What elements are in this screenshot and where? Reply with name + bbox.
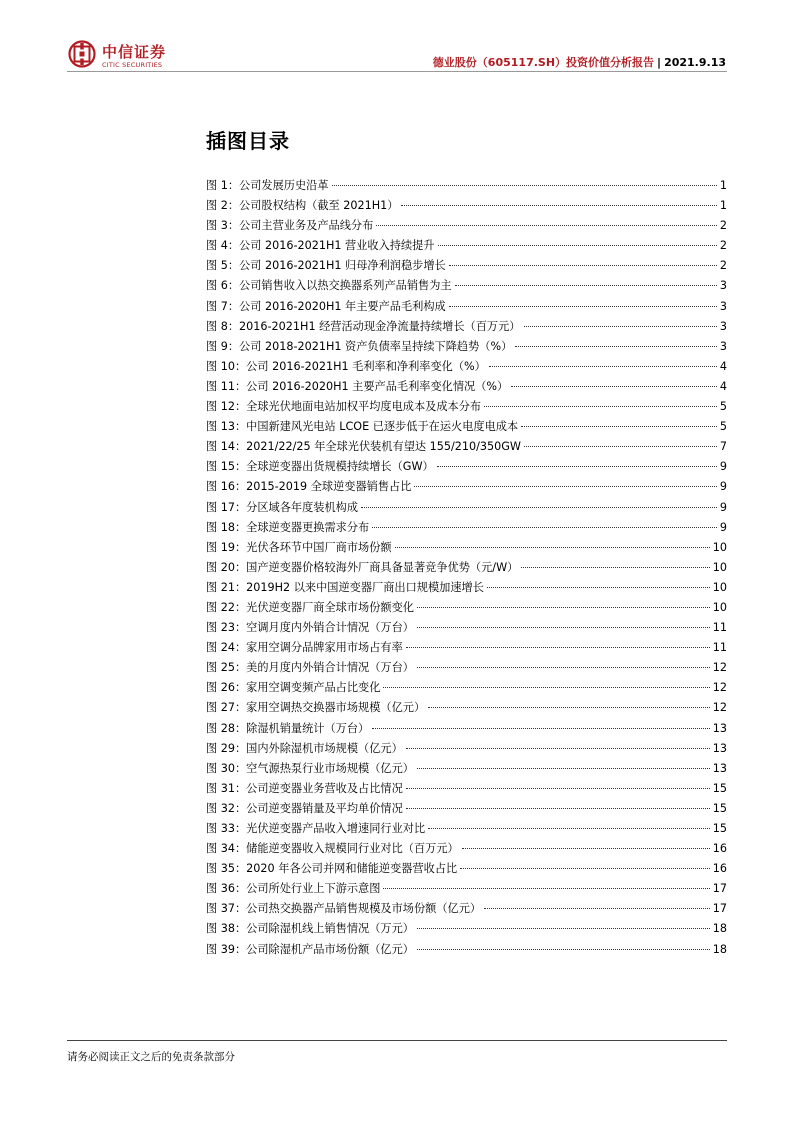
toc-entry-page-number[interactable]: 5 [719, 400, 727, 414]
toc-entry-page-number[interactable]: 18 [712, 922, 727, 936]
footer-divider [67, 1040, 727, 1041]
toc-entry-page-number[interactable]: 17 [712, 882, 727, 896]
toc-entry-label[interactable]: 图 12：全球光伏地面电站加权平均度电成本及成本分布 [206, 400, 482, 414]
toc-entry-page-number[interactable]: 9 [719, 480, 727, 494]
toc-entry-label[interactable]: 图 17：分区域各年度装机构成 [206, 500, 359, 514]
toc-dot-leader [428, 707, 710, 708]
toc-entry[interactable] [206, 759, 727, 779]
citic-securities-logo [68, 40, 178, 74]
toc-entry[interactable] [206, 377, 727, 397]
toc-entry[interactable] [206, 678, 727, 698]
toc-entry-page-number[interactable]: 3 [719, 339, 727, 353]
toc-dot-leader [524, 326, 717, 327]
toc-entry-page-number[interactable]: 12 [712, 701, 727, 715]
toc-dot-leader [332, 185, 717, 186]
toc-entry-label[interactable]: 图 32：公司逆变器销量及平均单价情况 [206, 801, 403, 815]
toc-entry-label[interactable]: 图 26：家用空调变频产品占比变化 [206, 681, 381, 695]
toc-dot-leader [406, 808, 710, 809]
toc-entry-page-number[interactable]: 10 [712, 580, 727, 594]
toc-entry[interactable] [206, 879, 727, 899]
toc-dot-leader [521, 426, 717, 427]
toc-entry[interactable] [206, 397, 727, 417]
brand-name-en: CITIC SECURITIES [102, 61, 163, 69]
toc-entry-page-number[interactable]: 15 [712, 781, 727, 795]
toc-entry[interactable] [206, 317, 727, 337]
toc-entry-page-number[interactable]: 11 [712, 641, 727, 655]
toc-entry-label[interactable]: 图 20：国产逆变器价格较海外厂商具备显著竞争优势（元/W） [206, 560, 519, 574]
toc-entry-label[interactable]: 图 31：公司逆变器业务营收及占比情况 [206, 781, 403, 795]
toc-entry-label[interactable]: 图 24：家用空调分品牌家用市场占有率 [206, 641, 403, 655]
toc-dot-leader [383, 687, 709, 688]
toc-entry-page-number[interactable]: 13 [712, 741, 727, 755]
toc-entry[interactable] [206, 538, 727, 558]
toc-entry-page-number[interactable]: 10 [712, 600, 727, 614]
toc-entry[interactable] [206, 839, 727, 859]
toc-entry-label[interactable]: 图 35：2020 年各公司并网和储能逆变器营收占比 [206, 862, 458, 876]
toc-dot-leader [515, 346, 717, 347]
toc-dot-leader [484, 908, 710, 909]
toc-dot-leader [460, 868, 710, 869]
toc-entry[interactable] [206, 940, 727, 960]
header-divider [67, 71, 727, 72]
toc-entry-page-number[interactable]: 9 [719, 460, 727, 474]
toc-entry-page-number[interactable]: 3 [719, 299, 727, 313]
toc-dot-leader [376, 225, 717, 226]
toc-dot-leader [462, 848, 710, 849]
toc-entry[interactable] [206, 658, 727, 678]
toc-entry-label[interactable]: 图 22：光伏逆变器厂商全球市场份额变化 [206, 600, 414, 614]
toc-entry-label[interactable]: 图 36：公司所处行业上下游示意图 [206, 882, 381, 896]
toc-dot-leader [489, 366, 717, 367]
toc-dot-leader [417, 949, 710, 950]
toc-entry-label[interactable]: 图 27：家用空调热交换器市场规模（亿元） [206, 701, 426, 715]
toc-dot-leader [428, 828, 710, 829]
toc-entry-label[interactable]: 图 9：公司 2018-2021H1 资产负债率呈持续下降趋势（%） [206, 339, 513, 353]
toc-entry-page-number[interactable]: 12 [712, 681, 727, 695]
toc-entry-label[interactable]: 图 11：公司 2016-2020H1 主要产品毛利率变化情况（%） [206, 379, 509, 393]
toc-entry-label[interactable]: 图 5：公司 2016-2021H1 归母净利润稳步增长 [206, 259, 446, 273]
toc-entry-label[interactable]: 图 21：2019H2 以来中国逆变器厂商出口规模加速增长 [206, 580, 484, 594]
toc-dot-leader [449, 306, 717, 307]
toc-entry-page-number[interactable]: 12 [712, 661, 727, 675]
toc-entry-label[interactable]: 图 7：公司 2016-2020H1 年主要产品毛利构成 [206, 299, 446, 313]
toc-dot-leader [383, 888, 709, 889]
report-date: 2021.9.13 [664, 56, 726, 69]
toc-entry[interactable] [206, 739, 727, 759]
toc-dot-leader [417, 667, 710, 668]
toc-entry[interactable] [206, 457, 727, 477]
toc-entry[interactable] [206, 236, 727, 256]
toc-entry-page-number[interactable]: 4 [719, 379, 727, 393]
toc-entry-label[interactable]: 图 30：空气源热泵行业市场规模（亿元） [206, 761, 414, 775]
toc-entry-label[interactable]: 图 14：2021/22/25 年全球光伏装机有望达 155/210/350GW [206, 440, 521, 454]
toc-entry-label[interactable]: 图 16：2015-2019 全球逆变器销售占比 [206, 480, 412, 494]
toc-entry[interactable] [206, 357, 727, 377]
toc-dot-leader [417, 627, 710, 628]
toc-dot-leader [455, 285, 717, 286]
toc-entry-page-number[interactable]: 1 [719, 199, 727, 213]
toc-dot-leader [372, 527, 717, 528]
toc-dot-leader [521, 567, 709, 568]
toc-entry[interactable] [206, 337, 727, 357]
toc-entry[interactable] [206, 719, 727, 739]
toc-entry-label[interactable]: 图 38：公司除湿机线上销售情况（万元） [206, 922, 414, 936]
toc-dot-leader [511, 386, 717, 387]
toc-dot-leader [524, 446, 717, 447]
toc-entry-page-number[interactable]: 15 [712, 801, 727, 815]
toc-entry[interactable] [206, 598, 727, 618]
toc-entry-page-number[interactable]: 10 [712, 540, 727, 554]
toc-entry-label[interactable]: 图 37：公司热交换器产品销售规模及市场份额（亿元） [206, 902, 482, 916]
toc-entry[interactable] [206, 638, 727, 658]
toc-entry[interactable] [206, 819, 727, 839]
toc-dot-leader [417, 768, 710, 769]
toc-entry[interactable] [206, 256, 727, 276]
figure-table-of-contents [206, 176, 727, 960]
toc-entry-label[interactable]: 图 15：全球逆变器出货规模持续增长（GW） [206, 460, 434, 474]
toc-entry[interactable] [206, 437, 727, 457]
toc-dot-leader [406, 788, 710, 789]
toc-entry-page-number[interactable]: 2 [719, 239, 727, 253]
toc-entry-page-number[interactable]: 2 [719, 259, 727, 273]
citic-logo-icon [68, 40, 96, 68]
toc-entry[interactable] [206, 578, 727, 598]
toc-entry[interactable] [206, 859, 727, 879]
toc-entry-label[interactable]: 图 28：除湿机销量统计（万台） [206, 721, 370, 735]
toc-entry[interactable] [206, 698, 727, 718]
toc-entry-label[interactable]: 图 8：2016-2021H1 经营活动现金净流量持续增长（百万元） [206, 319, 521, 333]
toc-entry-page-number[interactable]: 13 [712, 761, 727, 775]
toc-dot-leader [484, 406, 717, 407]
toc-entry-label[interactable]: 图 18：全球逆变器更换需求分布 [206, 520, 370, 534]
toc-entry[interactable] [206, 899, 727, 919]
toc-entry[interactable] [206, 176, 727, 196]
toc-dot-leader [449, 265, 717, 266]
toc-entry[interactable] [206, 558, 727, 578]
toc-entry[interactable] [206, 276, 727, 296]
toc-entry[interactable] [206, 919, 727, 939]
toc-dot-leader [372, 728, 710, 729]
toc-entry[interactable] [206, 417, 727, 437]
toc-entry-page-number[interactable]: 7 [719, 440, 727, 454]
page-header [0, 0, 793, 80]
toc-entry-label[interactable]: 图 6：公司销售收入以热交换器系列产品销售为主 [206, 279, 452, 293]
toc-entry-page-number[interactable]: 3 [719, 279, 727, 293]
toc-entry-label[interactable]: 图 1：公司发展历史沿革 [206, 179, 329, 192]
toc-entry-page-number[interactable]: 18 [712, 942, 727, 956]
toc-entry-label[interactable]: 图 23：空调月度内外销合计情况（万台） [206, 621, 414, 635]
toc-entry-label[interactable]: 图 10：公司 2016-2021H1 毛利率和净利率变化（%） [206, 359, 486, 373]
toc-entry-label[interactable]: 图 34：储能逆变器收入规模同行业对比（百万元） [206, 842, 459, 856]
toc-entry-page-number[interactable]: 13 [712, 721, 727, 735]
toc-entry-label[interactable]: 图 39：公司除湿机产品市场份额（亿元） [206, 942, 414, 956]
toc-entry[interactable] [206, 297, 727, 317]
disclaimer-note: 请务必阅读正文之后的免责条款部分 [67, 1051, 235, 1063]
toc-entry-label[interactable]: 图 25：美的月度内外销合计情况（万台） [206, 661, 414, 675]
toc-entry-page-number[interactable]: 16 [712, 842, 727, 856]
toc-entry-page-number[interactable]: 4 [719, 359, 727, 373]
toc-entry[interactable] [206, 498, 727, 518]
toc-dot-leader [414, 486, 716, 487]
header-report-info [433, 54, 726, 70]
toc-dot-leader [437, 466, 717, 467]
toc-entry-page-number[interactable]: 15 [712, 822, 727, 835]
toc-entry-label[interactable]: 图 33：光伏逆变器产品收入增速同行业对比 [206, 822, 426, 835]
toc-entry-page-number[interactable]: 9 [719, 500, 727, 514]
toc-dot-leader [438, 245, 717, 246]
toc-dot-leader [395, 547, 710, 548]
toc-entry-label[interactable]: 图 3：公司主营业务及产品线分布 [206, 219, 374, 233]
toc-entry[interactable] [206, 518, 727, 538]
toc-entry-label[interactable]: 图 4：公司 2016-2021H1 营业收入持续提升 [206, 239, 435, 253]
toc-entry-page-number[interactable]: 16 [712, 862, 727, 876]
toc-entry-page-number[interactable]: 10 [712, 560, 727, 574]
toc-entry-page-number[interactable]: 5 [719, 420, 727, 434]
toc-dot-leader [361, 507, 717, 508]
page-title: 插图目录 [206, 129, 290, 153]
toc-dot-leader [417, 928, 710, 929]
toc-entry-page-number[interactable]: 1 [719, 179, 727, 192]
brand-name-cn: 中信证券 [102, 43, 167, 61]
toc-entry-page-number[interactable]: 17 [712, 902, 727, 916]
toc-entry-page-number[interactable]: 3 [719, 319, 727, 333]
toc-entry[interactable] [206, 779, 727, 799]
toc-dot-leader [406, 748, 710, 749]
toc-entry-page-number[interactable]: 11 [712, 621, 727, 635]
toc-dot-leader [487, 587, 710, 588]
toc-entry[interactable] [206, 216, 727, 236]
report-reference: 德业股份（605117.SH）投资价值分析报告 [432, 56, 655, 69]
toc-dot-leader [417, 607, 710, 608]
toc-entry-label[interactable]: 图 19：光伏各环节中国厂商市场份额 [206, 540, 392, 554]
toc-entry[interactable] [206, 196, 727, 216]
toc-entry-label[interactable]: 图 13：中国新建风光电站 LCOE 已逐步低于在运火电度电成本 [206, 420, 519, 434]
toc-dot-leader [401, 205, 716, 206]
header-separator: | [657, 56, 662, 69]
toc-entry[interactable] [206, 477, 727, 497]
toc-entry[interactable] [206, 618, 727, 638]
toc-entry[interactable] [206, 799, 727, 819]
toc-entry-page-number[interactable]: 9 [719, 520, 727, 534]
toc-dot-leader [406, 647, 710, 648]
toc-entry-label[interactable]: 图 2：公司股权结构（截至 2021H1） [206, 199, 399, 213]
toc-entry-label[interactable]: 图 29：国内外除湿机市场规模（亿元） [206, 741, 403, 755]
toc-entry-page-number[interactable]: 2 [719, 219, 727, 233]
